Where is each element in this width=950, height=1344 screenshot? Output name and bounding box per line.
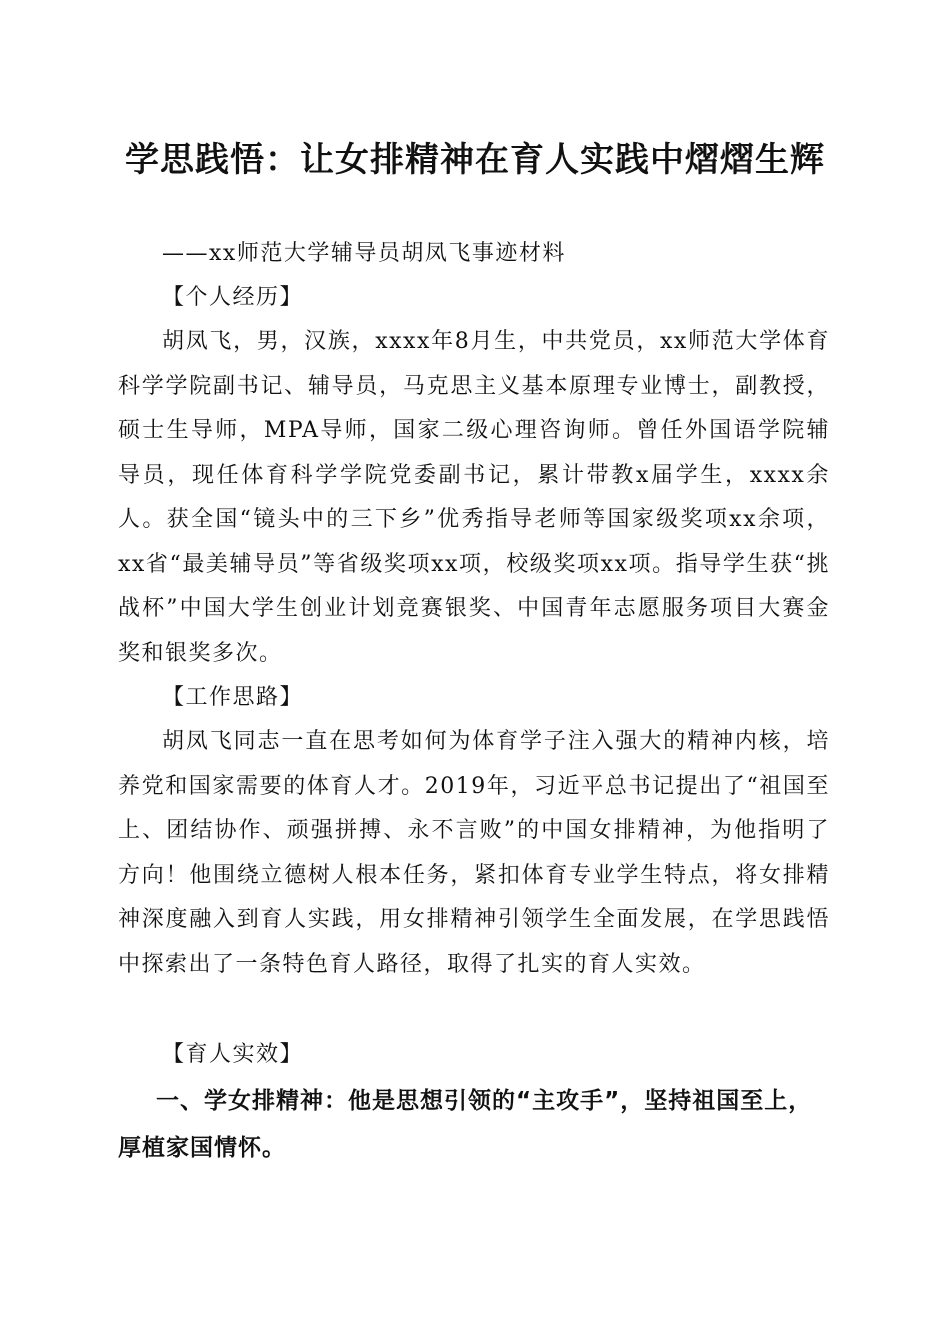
- document-title: 学思践悟：让女排精神在育人实践中熠熠生辉: [125, 140, 825, 180]
- paragraph-work-approach: 胡凤飞同志一直在思考如何为体育学子注入强大的精神内核，培养党和国家需要的体育人才。2019年，习近平总书记提出了“祖国至上、团结协作、顽强拼搏、永不言败”的中国女排精神，为他指明了方向！他围绕立德树人根本任务，紧扣体育专业学生特点，将女排精神深度融入到育人实践，用女排精神引领学生全面发展，在学思践悟中探索出了一条特色育人路径，取得了扎实的育人实效。: [118, 729, 830, 977]
- paragraph-personal-experience: 胡凤飞，男，汉族，xxxx年8月生，中共党员，xx师范大学体育科学学院副书记、辅导员，马克思主义基本原理专业博士，副教授，硕士生导师，MPA导师，国家二级心理咨询师。曾任外国语学院辅导员，现任体育科学学院党委副书记，累计带教x届学生，xxxx余人。获全国“镜头中的三下乡”优秀指导老师等国家级奖项xx余项，xx省“最美辅导员”等省级奖项xx项，校级奖项xx项。指导学生获“挑战杯”中国大学生创业计划竞赛银奖、中国青年志愿服务项目大赛金奖和银奖多次。: [118, 329, 830, 666]
- paragraph-heading-learn-volleyball-spirit: 一、学女排精神：他是思想引领的“主攻手”，坚持祖国至上，厚植家国情怀。: [118, 1088, 813, 1161]
- document-subtitle: ——xx师范大学辅导员胡凤飞事迹材料: [162, 241, 566, 266]
- section-heading-work-approach: 【工作思路】: [162, 685, 304, 710]
- section-heading-education-results: 【育人实效】: [162, 1042, 304, 1067]
- section-heading-personal-experience: 【个人经历】: [162, 285, 304, 310]
